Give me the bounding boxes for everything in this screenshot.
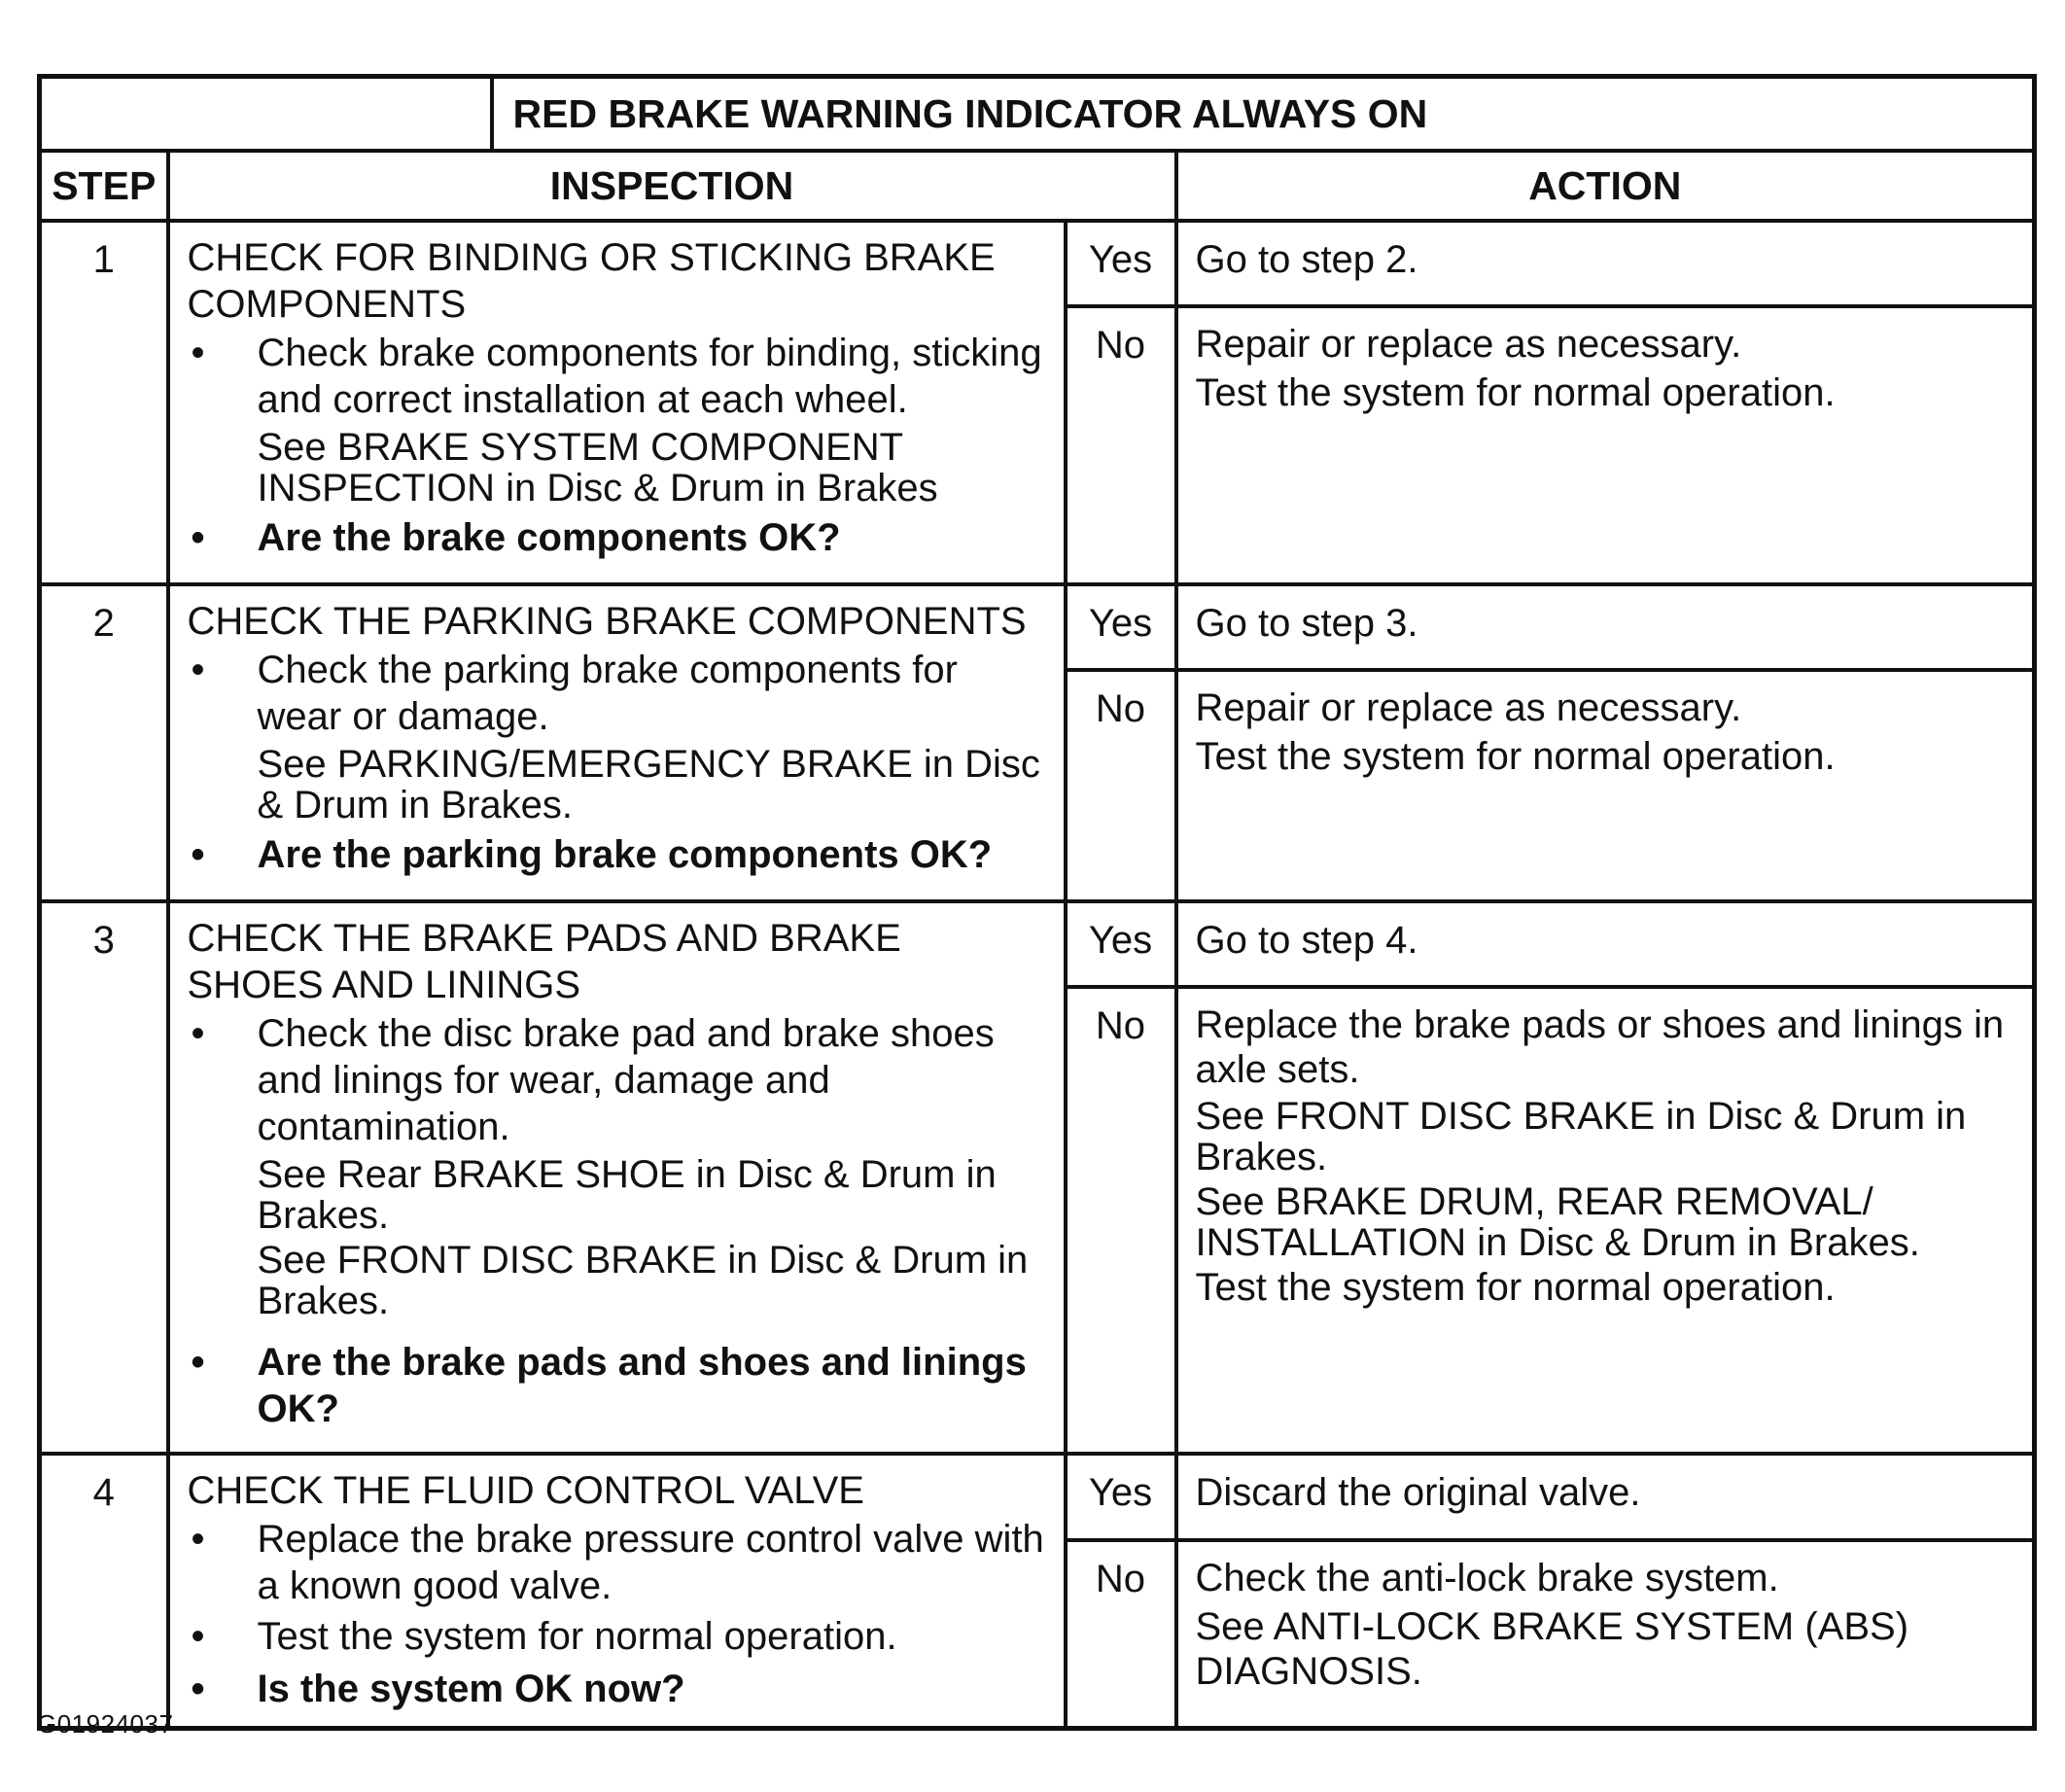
question-item: • Are the brake pads and shoes and linings OK?: [188, 1339, 1048, 1432]
step-3-inspection: [168, 901, 1066, 1454]
bullet-item: • Test the system for normal operation.: [188, 1613, 1048, 1660]
bullet-text: Check the parking brake components for wear or damage.: [257, 649, 958, 738]
action-yes: Go to step 2.: [1176, 221, 2035, 306]
answer-yes: Yes: [1066, 901, 1176, 987]
header-row: [40, 151, 2035, 221]
bullet-item: • Replace the brake pressure control valve with a known good valve.: [188, 1516, 1048, 1609]
step-3-yes-row: [40, 901, 2035, 987]
reference-text: See PARKING/EMERGENCY BRAKE in Disc & Drum in Brakes.: [257, 743, 1040, 826]
table-title: RED BRAKE WARNING INDICATOR ALWAYS ON: [492, 77, 2035, 152]
action-line: Test the system for normal operation.: [1195, 735, 1836, 778]
step-2-yes-row: [40, 584, 2035, 670]
bullet-list: [188, 1516, 1048, 1712]
answer-yes: Yes: [1066, 1454, 1176, 1540]
figure-id: G01924037: [37, 1709, 174, 1739]
bullet-item: [188, 647, 1048, 740]
step-number: 2: [40, 584, 168, 901]
action-line: Test the system for normal operation.: [1195, 371, 1836, 414]
action-line: See FRONT DISC BRAKE in Disc & Drum in Brakes.: [1195, 1095, 1967, 1178]
bullet-list: [188, 330, 1048, 423]
action-line: See ANTI-LOCK BRAKE SYSTEM (ABS) DIAGNOSIS.: [1195, 1605, 1909, 1694]
step-4-inspection: [168, 1454, 1066, 1729]
bullet-item: [188, 1010, 1048, 1150]
answer-yes: Yes: [1066, 584, 1176, 670]
action-no: [1176, 306, 2035, 584]
step-number: 4: [40, 1454, 168, 1729]
question-list: [188, 514, 1048, 561]
reference-text: See BRAKE SYSTEM COMPONENT INSPECTION in Disc & Drum in Brakes: [257, 426, 938, 509]
action-line: Repair or replace as necessary.: [1195, 686, 1742, 729]
step-number: 3: [40, 901, 168, 1454]
title-row: [40, 77, 2035, 152]
bullet-list: [188, 647, 1048, 740]
action-yes: Discard the original valve.: [1176, 1454, 2035, 1540]
action-no: [1176, 670, 2035, 901]
header-inspection: INSPECTION: [168, 151, 1176, 221]
step-2-inspection: [168, 584, 1066, 901]
reference-text: See FRONT DISC BRAKE in Disc & Drum in Brakes.: [257, 1239, 1029, 1322]
step-1-inspection: [168, 221, 1066, 584]
action-no: [1176, 987, 2035, 1454]
bullet-text: Check brake components for binding, sticking and correct installation at each wheel.: [257, 332, 1042, 421]
question-list: [188, 1339, 1048, 1432]
check-title: CHECK THE PARKING BRAKE COMPONENTS: [187, 600, 1027, 643]
action-line: Repair or replace as necessary.: [1195, 323, 1742, 366]
question-item: • Are the parking brake components OK?: [188, 831, 1048, 878]
bullet-text: Check the disc brake pad and brake shoes and linings for wear, damage and contamination.: [257, 1012, 995, 1148]
answer-no: No: [1066, 987, 1176, 1454]
bullet-list: [188, 1010, 1048, 1150]
action-line: Check the anti-lock brake system.: [1195, 1557, 1779, 1600]
diagnostic-table: [37, 74, 2037, 1731]
action-line: Replace the brake pads or shoes and linings in axle sets.: [1195, 1003, 2005, 1091]
question-item: • Is the system OK now?: [188, 1666, 1048, 1712]
action-line: See BRAKE DRUM, REAR REMOVAL/ INSTALLATION in Disc & Drum in Brakes.: [1195, 1180, 1920, 1264]
action-line: Test the system for normal operation.: [1195, 1266, 1836, 1309]
action-yes: Go to step 3.: [1176, 584, 2035, 670]
answer-yes: Yes: [1066, 221, 1176, 306]
answer-no: No: [1066, 670, 1176, 901]
header-step: STEP: [40, 151, 168, 221]
answer-no: No: [1066, 1540, 1176, 1728]
check-title: CHECK THE FLUID CONTROL VALVE: [187, 1469, 864, 1512]
question-item: • Are the brake components OK?: [188, 514, 1048, 561]
reference-text: See Rear BRAKE SHOE in Disc & Drum in Brakes.: [257, 1153, 997, 1237]
check-title: CHECK THE BRAKE PADS AND BRAKE SHOES AND LININGS: [187, 917, 901, 1006]
question-list: [188, 831, 1048, 878]
answer-no: No: [1066, 306, 1176, 584]
check-title: CHECK FOR BINDING OR STICKING BRAKE COMPONENTS: [187, 236, 996, 326]
action-no: [1176, 1540, 2035, 1728]
action-yes: Go to step 4.: [1176, 901, 2035, 987]
title-blank-cell: [40, 77, 492, 152]
step-4-yes-row: [40, 1454, 2035, 1540]
step-1-yes-row: [40, 221, 2035, 306]
header-action: ACTION: [1176, 151, 2035, 221]
step-number: 1: [40, 221, 168, 584]
bullet-item: [188, 330, 1048, 423]
